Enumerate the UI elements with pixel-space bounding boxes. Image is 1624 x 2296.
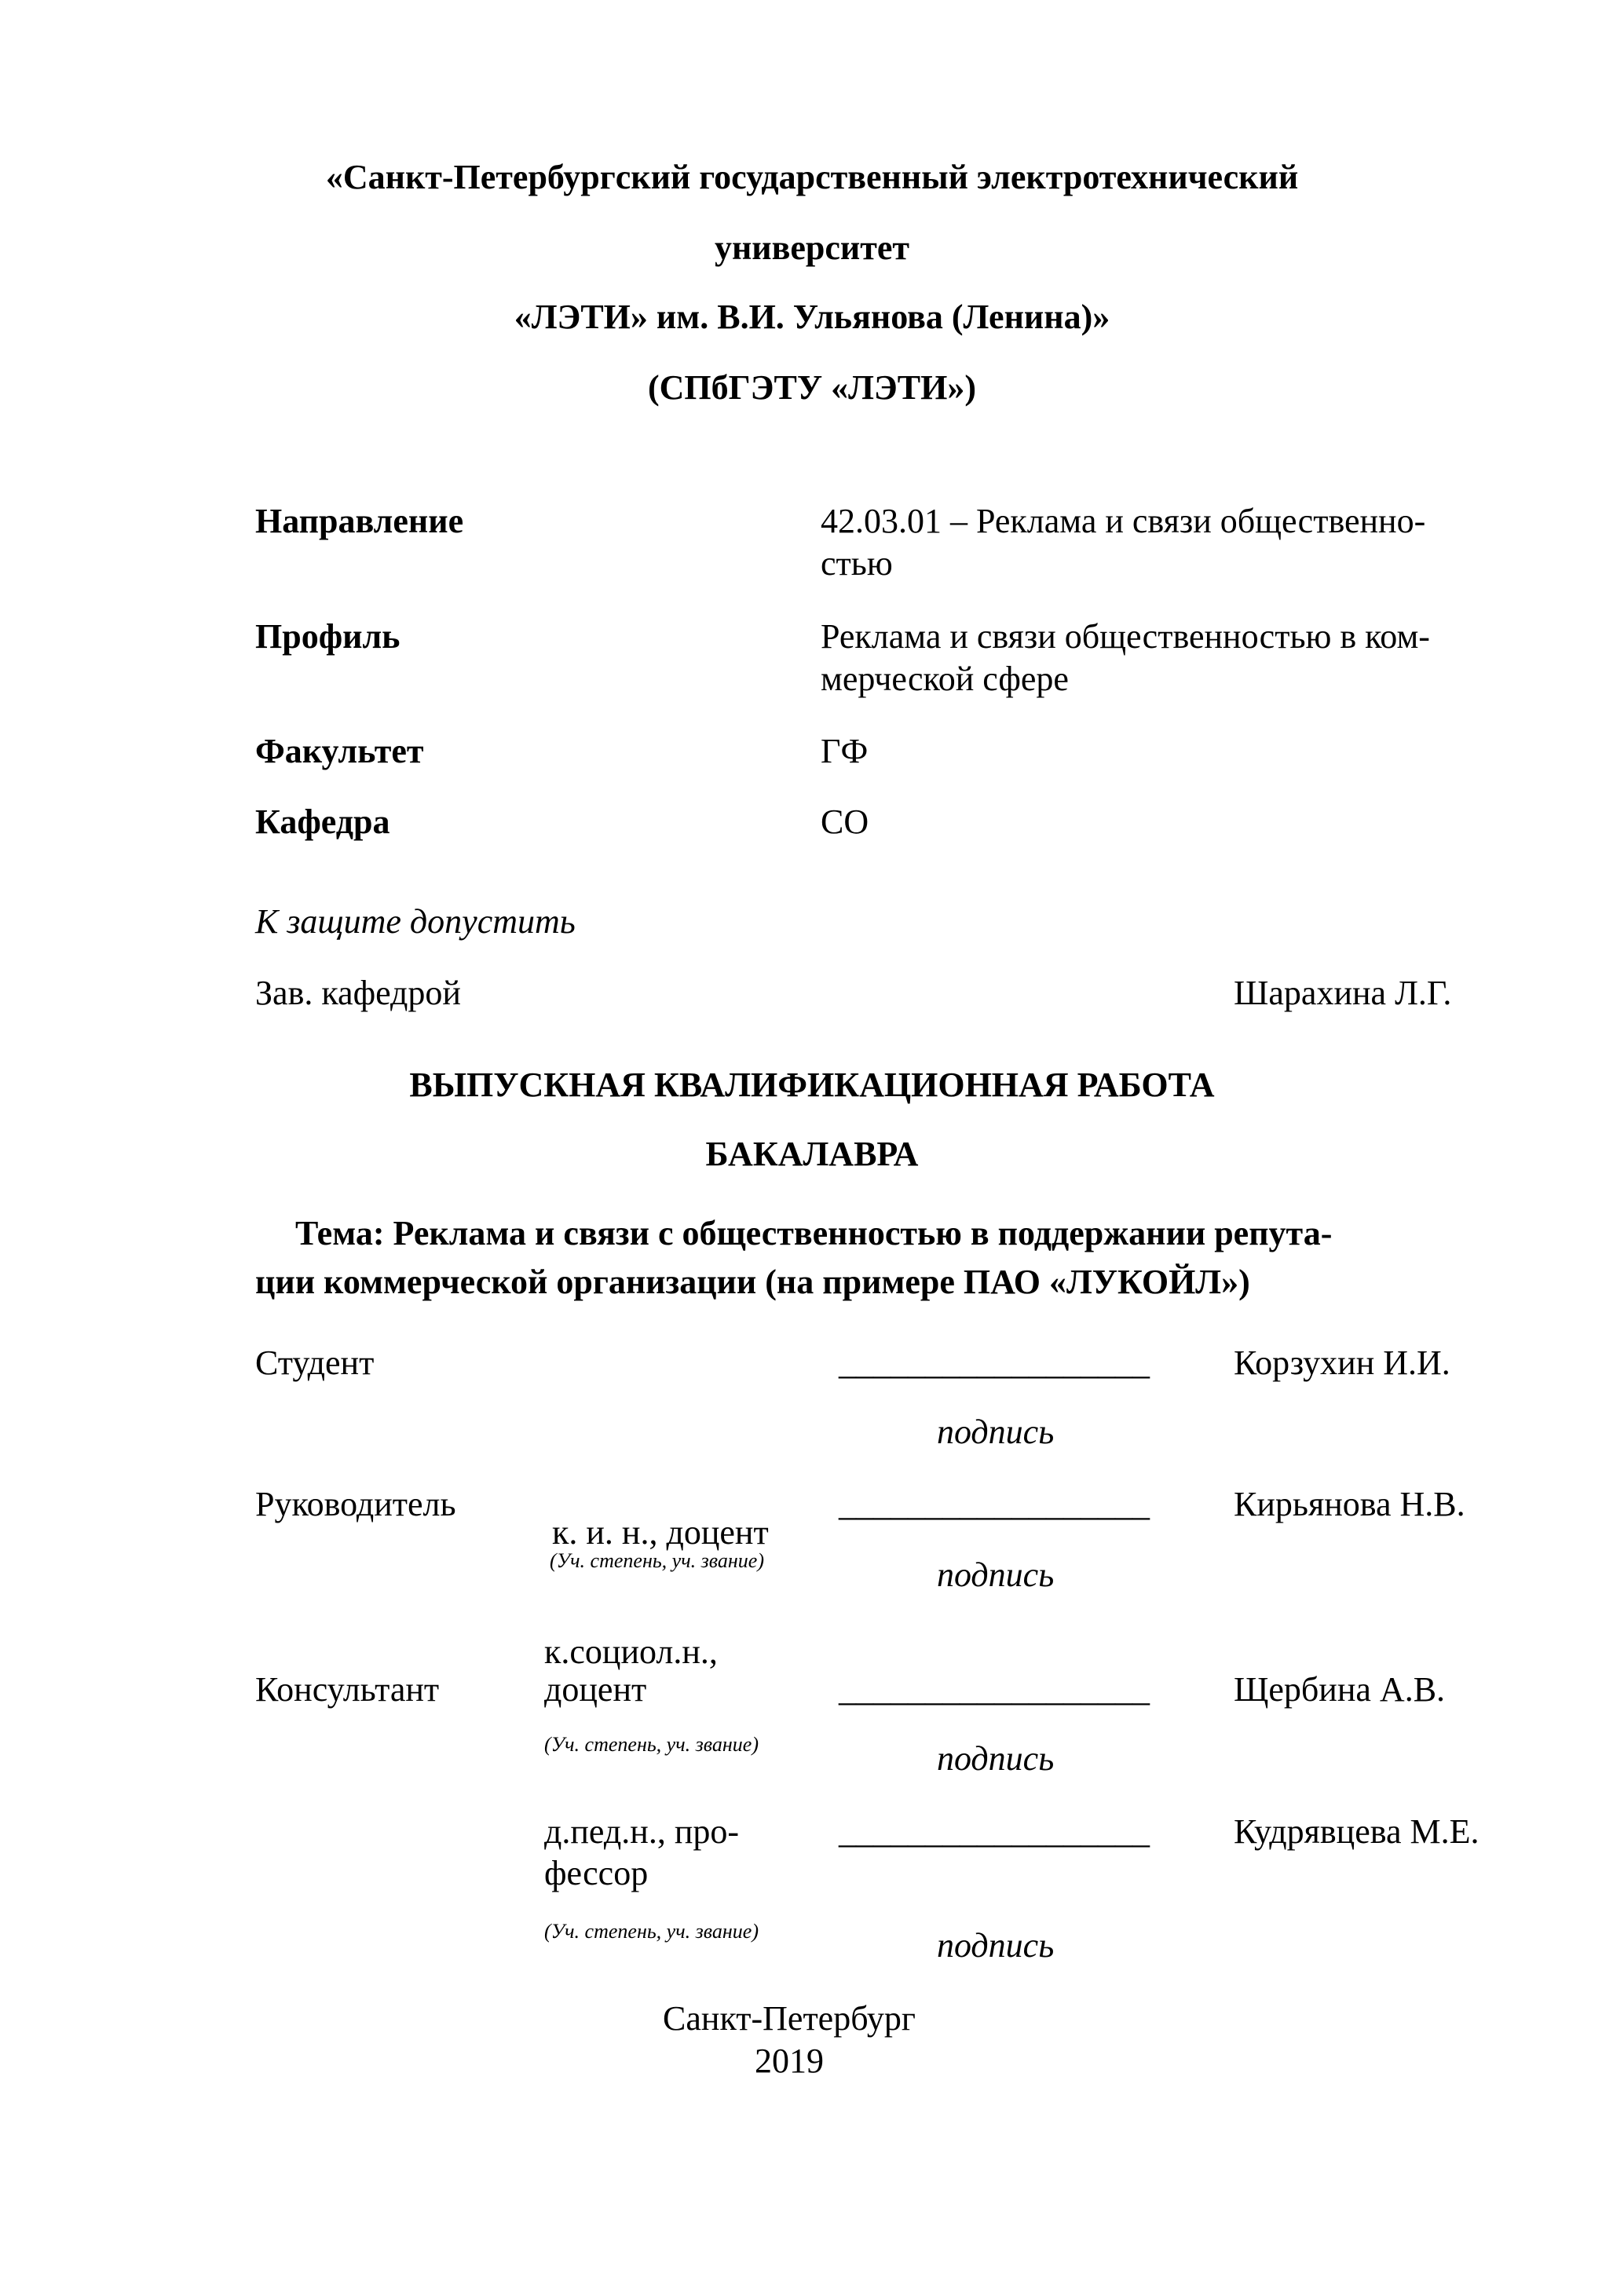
profile-label: Профиль	[255, 617, 401, 656]
faculty-label: Факультет	[255, 732, 424, 770]
footer-year: 2019	[755, 2042, 824, 2080]
consultant-signature-caption: подпись	[937, 1739, 1055, 1778]
student-signature-line: __________________	[839, 1344, 1150, 1382]
department-value: СО	[821, 803, 869, 841]
university-abbreviation: (СПбГЭТУ «ЛЭТИ»)	[648, 368, 976, 407]
supervisor-degree-caption: (Уч. степень, уч. звание)	[550, 1549, 764, 1572]
consultant-signature-line: __________________	[839, 1670, 1150, 1709]
profile-value-line-2: мерческой сфере	[821, 660, 1069, 698]
topic-line-1: Тема: Реклама и связи с общественностью в поддержании репута-	[295, 1214, 1333, 1252]
admission-title: К защите допустить	[255, 902, 576, 941]
consultant-label: Консультант	[255, 1670, 440, 1709]
consultant2-degree-caption: (Уч. степень, уч. звание)	[544, 1920, 759, 1943]
topic-line-2: ции коммерческой организации (на примере ПАО «ЛУКОЙЛ»)	[255, 1263, 1250, 1301]
direction-value-line-1: 42.03.01 – Реклама и связи общественно-	[821, 502, 1426, 540]
footer-city: Санкт-Петербург	[663, 1999, 916, 2038]
profile-value-line-1: Реклама и связи общественностью в ком-	[821, 617, 1430, 656]
consultant-name: Щербина А.В.	[1234, 1670, 1446, 1709]
university-line-2: университет	[714, 229, 910, 267]
university-line-3: «ЛЭТИ» им. В.И. Ульянова (Ленина)»	[514, 298, 1110, 336]
consultant2-signature-line: __________________	[839, 1812, 1150, 1851]
supervisor-name: Кирьянова Н.В.	[1234, 1485, 1465, 1523]
head-of-department-name: Шарахина Л.Г.	[1234, 974, 1452, 1012]
direction-label: Направление	[255, 502, 464, 540]
faculty-value: ГФ	[821, 732, 869, 770]
supervisor-label: Руководитель	[255, 1485, 456, 1523]
consultant-degree-line-2: доцент	[544, 1670, 647, 1709]
work-title-line-2: БАКАЛАВРА	[705, 1135, 919, 1173]
student-name: Корзухин И.И.	[1234, 1344, 1450, 1382]
student-label: Студент	[255, 1344, 375, 1382]
consultant2-name: Кудрявцева М.Е.	[1234, 1812, 1480, 1851]
department-label: Кафедра	[255, 803, 390, 841]
student-signature-caption: подпись	[937, 1413, 1055, 1451]
consultant-degree-line-1: к.социол.н.,	[544, 1632, 718, 1671]
consultant2-degree-line-1: д.пед.н., про-	[544, 1812, 740, 1851]
supervisor-signature-caption: подпись	[937, 1556, 1055, 1594]
university-line-1: «Санкт-Петербургский государственный электротехнический	[325, 158, 1299, 196]
direction-value-line-2: стью	[821, 544, 893, 583]
head-of-department-label: Зав. кафедрой	[255, 974, 461, 1012]
supervisor-degree: к. и. н., доцент	[552, 1513, 769, 1552]
consultant2-signature-caption: подпись	[937, 1926, 1055, 1965]
supervisor-signature-line: __________________	[839, 1485, 1150, 1523]
consultant-degree-caption: (Уч. степень, уч. звание)	[544, 1733, 759, 1756]
consultant2-degree-line-2: фессор	[544, 1854, 649, 1892]
work-title-line-1: ВЫПУСКНАЯ КВАЛИФИКАЦИОННАЯ РАБОТА	[409, 1066, 1215, 1104]
